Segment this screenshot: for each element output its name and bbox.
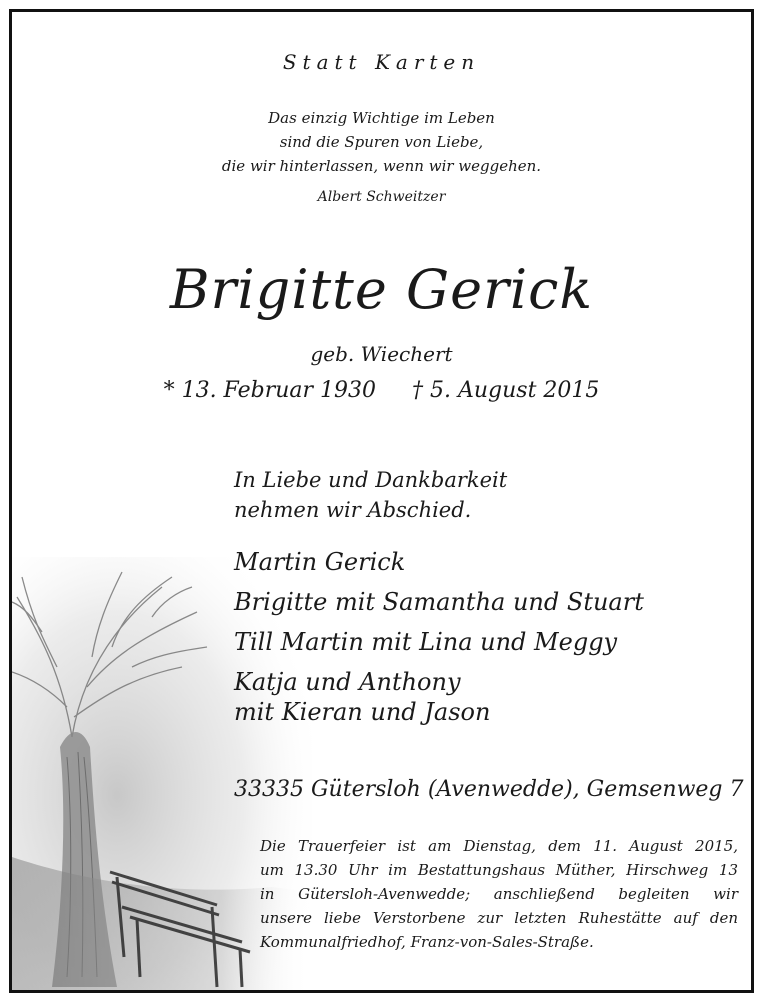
service-line: unsere liebe Verstorbene zur letzten Ruhestätte auf den (260, 909, 738, 927)
quote (12, 106, 751, 178)
death-date: † 5. August 2015 (412, 378, 600, 403)
service-line: Die Trauerfeier ist am Dienstag, dem 11. August 2015, (260, 837, 738, 855)
family-line: mit Kieran und Jason (234, 698, 491, 726)
birth-name: geb. Wiechert (310, 342, 453, 366)
quote-author: Albert Schweitzer (317, 189, 446, 205)
quote-line: die wir hinterlassen, wenn wir weggehen. (221, 157, 542, 175)
family-address: 33335 Gütersloh (Avenwedde), Gemsenweg 7 (234, 777, 744, 802)
farewell-text (234, 465, 507, 525)
family-list (234, 542, 644, 728)
farewell-line: In Liebe und Dankbarkeit (234, 468, 508, 492)
quote-line: sind die Spuren von Liebe, (279, 133, 484, 151)
family-line: Till Martin mit Lina und Meggy (234, 628, 618, 656)
family-line: Brigitte mit Samantha und Stuart (234, 588, 644, 616)
quote-line: Das einzig Wichtige im Leben (268, 109, 495, 127)
header-statt-karten: Statt Karten (282, 50, 481, 74)
life-dates (12, 378, 751, 403)
service-line: um 13.30 Uhr im Bestattungshaus Müther, Hirschweg 13 (260, 861, 738, 879)
service-line: Kommunalfriedhof, Franz-von-Sales-Straße. (260, 933, 594, 951)
birth-date: * 13. Februar 1930 (163, 378, 377, 403)
deceased-name: Brigitte Gerick (169, 258, 594, 321)
funeral-service-info (260, 834, 738, 954)
farewell-line: nehmen wir Abschied. (234, 498, 472, 522)
family-line: Martin Gerick (234, 548, 406, 576)
obituary-notice (9, 9, 754, 993)
family-line: Katja und Anthony (234, 668, 461, 696)
service-line: in Gütersloh-Avenwedde; anschließend begleiten wir (260, 885, 738, 903)
